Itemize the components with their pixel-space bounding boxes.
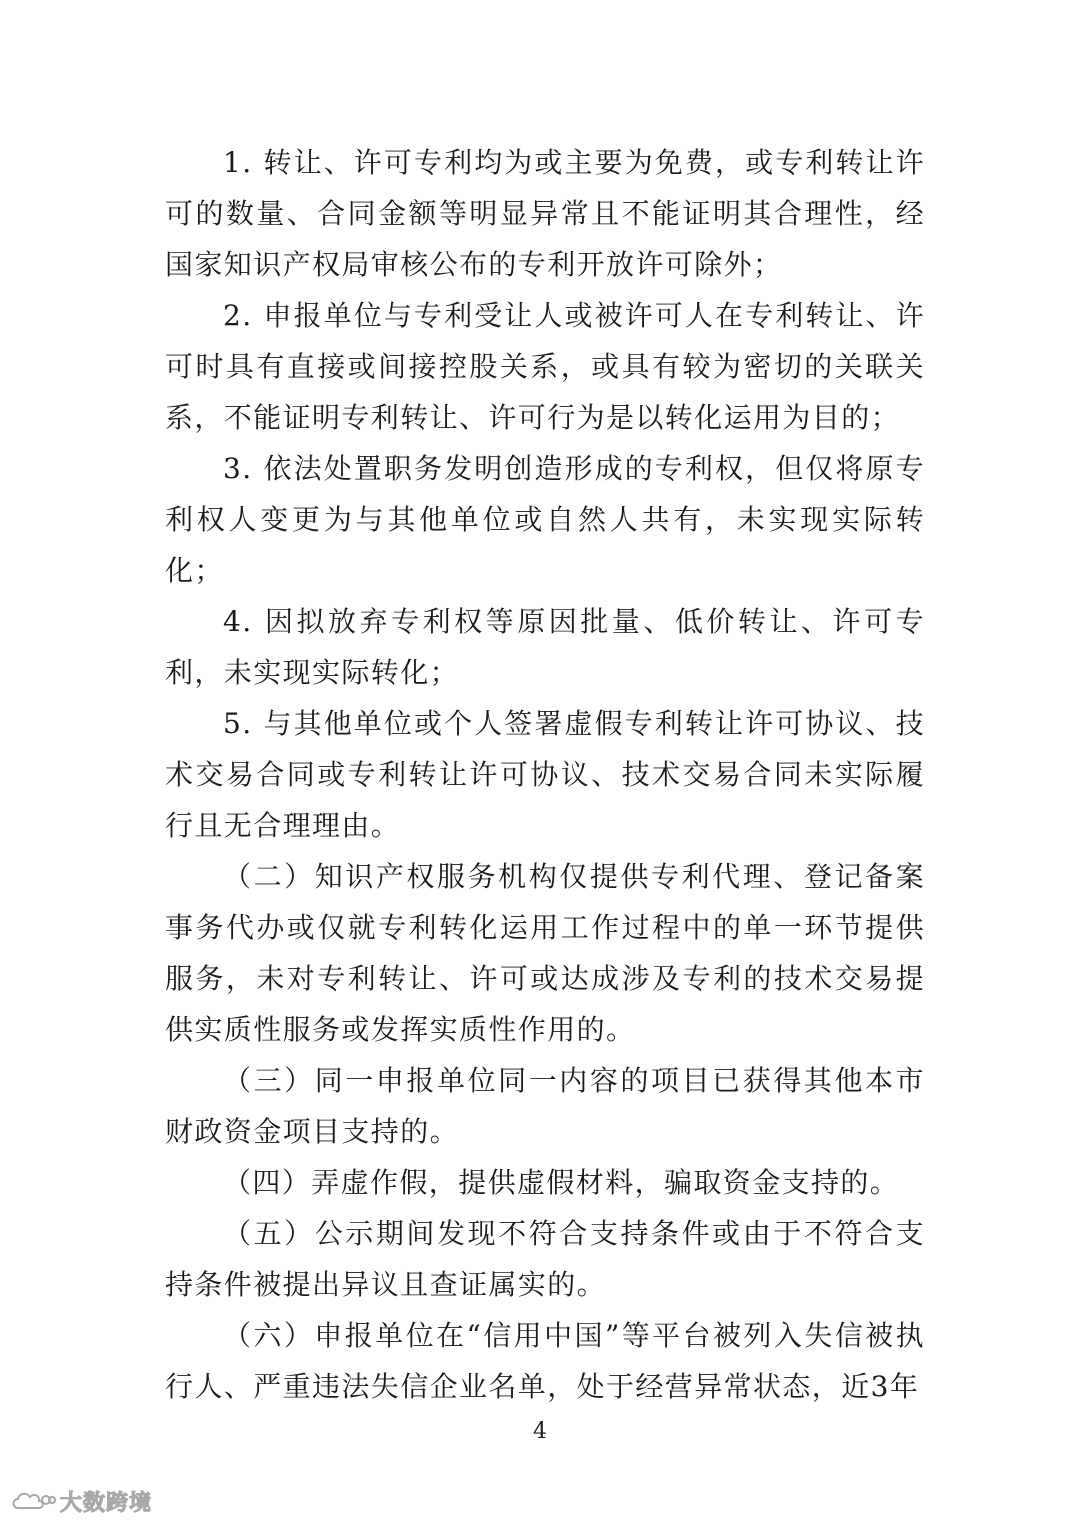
paragraph-item-5: 5. 与其他单位或个人签署虚假专利转让许可协议、技术交易合同或专利转让许可协议、技术交易合同未实际履行且无合理理由。	[165, 707, 925, 842]
watermark	[10, 1486, 152, 1516]
paragraph-item-1: 1. 转让、许可专利均为或主要为免费，或专利转让许可的数量、合同金额等明显异常且不能证明其合理性，经国家知识产权局审核公布的专利开放许可除外；	[165, 146, 925, 281]
page-number: 4	[533, 1419, 547, 1444]
paragraph-section-5: （五）公示期间发现不符合支持条件或由于不符合支持条件被提出异议且查证属实的。	[165, 1217, 925, 1301]
paragraph-section-6: （六）申报单位在“信用中国”等平台被列入失信被执行人、严重违法失信企业名单，处于经营异常状态，近3年	[165, 1319, 925, 1403]
watermark-text: 大数跨境	[60, 1490, 153, 1516]
paragraph-section-2: （二）知识产权服务机构仅提供专利代理、登记备案事务代办或仅就专利转化运用工作过程中的单一环节提供服务，未对专利转让、许可或达成涉及专利的技术交易提供实质性服务或发挥实质性作用的。	[165, 860, 925, 1046]
paragraph-section-3: （三）同一申报单位同一内容的项目已获得其他本市财政资金项目支持的。	[165, 1064, 925, 1148]
paragraph-item-4: 4. 因拟放弃专利权等原因批量、低价转让、许可专利，未实现实际转化；	[165, 605, 925, 689]
paragraph-item-2: 2. 申报单位与专利受让人或被许可人在专利转让、许可时具有直接或间接控股关系，或具有较为密切的关联关系，不能证明专利转让、许可行为是以转化运用为目的；	[165, 299, 925, 434]
document-body	[165, 137, 925, 1412]
paragraph-item-3: 3. 依法处置职务发明创造形成的专利权，但仅将原专利权人变更为与其他单位或自然人共有，未实现实际转化；	[165, 452, 925, 587]
cloud-logo-icon	[10, 1488, 56, 1514]
paragraph-section-4: （四）弄虚作假，提供虚假材料，骗取资金支持的。	[223, 1166, 900, 1199]
